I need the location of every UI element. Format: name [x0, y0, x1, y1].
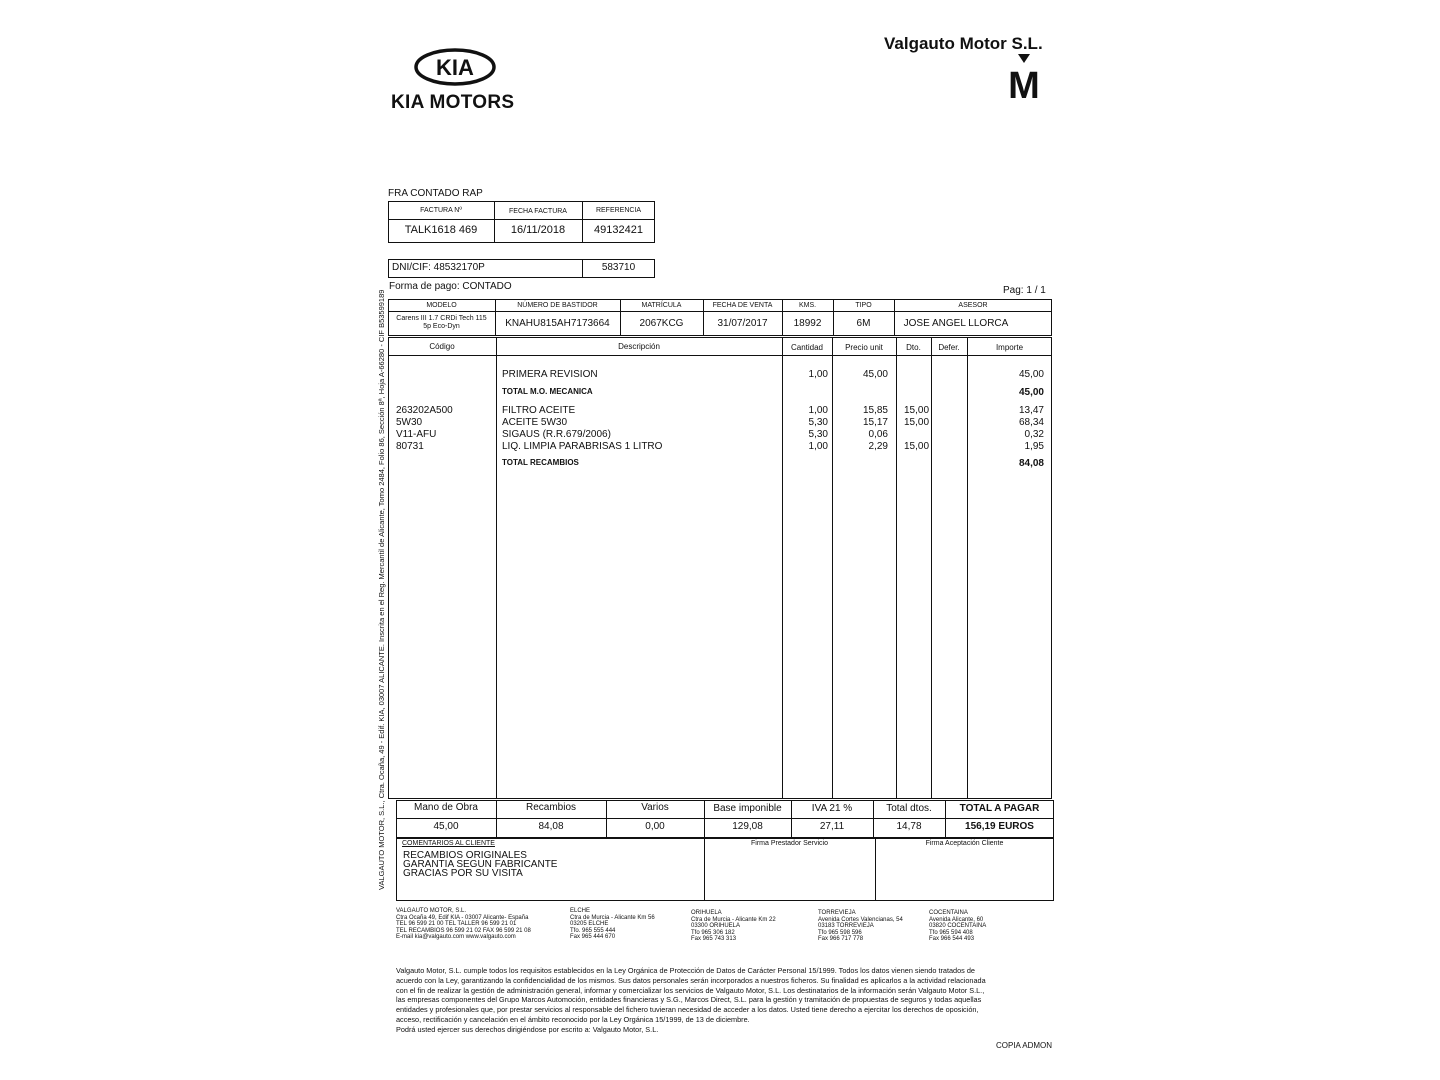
address-orihuela [691, 910, 776, 943]
legal-line: Podrá usted ejercer sus derechos dirigiéndose por escrito a: Valgauto Motor, S.L. [396, 1024, 659, 1034]
address-line: Tfo 965 306 182 [691, 929, 735, 936]
line-cantidad: 1,00 [808, 441, 828, 452]
address-line: 03183 TORREVIEJA [818, 923, 874, 930]
address-line: Ctra Ocaña 49, Edif KIA - 03007 Alicante- España [396, 914, 529, 921]
kia-logo [414, 47, 496, 87]
address-cocentaina [929, 910, 986, 943]
line-dto: 15,00 [904, 405, 930, 416]
line-importe: 84,08 [1018, 458, 1044, 469]
matricula-value: 2067KCG [639, 318, 684, 329]
defer-header: Defer. [938, 343, 960, 352]
line-codigo: 5W30 [396, 417, 423, 428]
address-line: Fax 966 544 493 [929, 936, 975, 943]
dto-header: Dto. [906, 343, 921, 352]
page-number: Pag: 1 / 1 [1003, 285, 1046, 296]
line-codigo: 263202A500 [396, 405, 453, 416]
total-dtos-label: Total dtos. [886, 803, 932, 814]
iva-label: IVA 21 % [811, 803, 853, 814]
legal-line: Valgauto Motor, S.L. cumple todos los requisitos establecidos en la Ley Orgánica de Protección de Datos de Carácter Personal 15/1999. Todos los datos vienen siendo tratados de [396, 966, 975, 975]
address-line: Ctra de Murcia - Alicante Km 22 [691, 916, 776, 923]
base-imponible-value: 129,08 [732, 821, 763, 832]
address-line: TEL 96 599 21 00 TEL TALLER 96 599 21 01 [396, 921, 517, 928]
factura-number: TALK1618 469 [404, 224, 478, 236]
line-precio: 45,00 [862, 369, 888, 380]
company-name: Valgauto Motor S.L. [884, 34, 1043, 53]
line-precio: 0,06 [868, 429, 888, 440]
line-descripcion: FILTRO ACEITE [502, 405, 576, 416]
legal-notice [396, 966, 1058, 1035]
address-line: COCENTAINA [929, 910, 968, 916]
varios-label: Varios [641, 802, 669, 813]
address-line: 03205 ELCHE [570, 921, 609, 928]
comment-line: RECAMBIOS ORIGINALES [403, 850, 527, 861]
modelo-value-line1: Carens III 1.7 CRDi Tech 115 [396, 315, 487, 322]
line-importe: 13,47 [1018, 405, 1044, 416]
line-cantidad: 5,30 [808, 429, 828, 440]
fecha-venta-value: 31/07/2017 [717, 318, 768, 329]
payment-method: Forma de pago: CONTADO [389, 281, 512, 292]
total-pagar-label: TOTAL A PAGAR [959, 803, 1040, 814]
line-cantidad: 5,30 [808, 417, 828, 428]
line-importe: 68,34 [1018, 417, 1044, 428]
firma-prestador-label: Firma Prestador Servicio [750, 840, 829, 847]
address-line: 03300 ORIHUELA [691, 923, 741, 930]
factura-label: FACTURA Nº [420, 207, 462, 214]
company-registry-side-text: VALGAUTO MOTOR, S.L., Ctra. Ocaña, 49 - Edif. KIA, 03007 ALICANTE. Inscrita en el Reg. Mercantil de Alicante, Tomo 2484, Folio 86, Sección 8ª, Hoja A-66280 - CIF B53599189 [377, 289, 386, 890]
line-precio: 15,85 [862, 405, 888, 416]
precio-header: Precio unit [845, 343, 883, 352]
referencia-number: 49132421 [594, 224, 643, 236]
recambios-label: Recambios [525, 802, 577, 813]
comment-line: GRACIAS POR SU VISITA [403, 868, 523, 879]
invoice-type: FRA CONTADO RAP [388, 188, 483, 199]
line-codigo: V11-AFU [396, 429, 437, 440]
recambios-value: 84,08 [538, 821, 564, 832]
total-pagar-value: 156,19 EUROS [965, 821, 1034, 832]
line-precio: 2,29 [868, 441, 888, 452]
asesor-label: ASESOR [958, 302, 988, 309]
tipo-label: TIPO [855, 302, 872, 309]
fecha-factura-label: FECHA FACTURA [509, 208, 567, 215]
address-line: TORREVIEJA [818, 910, 856, 916]
line-importe: 0,32 [1024, 429, 1044, 440]
legal-line: con el fin de realizar la gestión de administración general, informar y comercializar los servicios de Valgauto Motor, S.L. Los destinatarios de la información serán Valgauto Motor S.L., [396, 985, 985, 995]
mano-obra-value: 45,00 [433, 821, 459, 832]
address-line: E-mail kia@valgauto.com www.valgauto.com [396, 934, 516, 941]
line-cantidad: 1,00 [808, 405, 828, 416]
line-descripcion: ACEITE 5W30 [502, 417, 568, 428]
address-line: Fax 965 743 313 [691, 936, 737, 943]
line-descripcion: LIQ. LIMPIA PARABRISAS 1 LITRO [502, 441, 663, 452]
codigo-header: Código [429, 342, 455, 351]
descripcion-header: Descripción [618, 342, 660, 351]
fecha-factura: 16/11/2018 [510, 224, 566, 236]
line-precio: 15,17 [862, 417, 888, 428]
fecha-venta-label: FECHA DE VENTA [712, 302, 773, 309]
copy-label: COPIA ADMON [996, 1041, 1053, 1050]
comments-label: COMENTARIOS AL CLIENTE [402, 840, 495, 847]
client-code: 583710 [601, 262, 636, 273]
kms-value: 18992 [793, 318, 822, 329]
line-cantidad: 1,00 [808, 369, 828, 380]
referencia-label: REFERENCIA [595, 207, 642, 214]
cantidad-header: Cantidad [790, 343, 824, 352]
legal-line: acceso, rectificación y cancelación en el ámbito reconocido por la Ley Orgánica 15/1999, de 13 de diciembre. [396, 1014, 750, 1024]
base-imponible-label: Base imponible [713, 803, 782, 814]
kia-motors-wordmark: KIA MOTORS [391, 92, 515, 113]
address-line: Tfo 965 594 408 [929, 929, 973, 936]
line-importe: 45,00 [1018, 369, 1044, 380]
tipo-value: 6M [856, 318, 871, 329]
address-line: Fax 966 717 778 [818, 936, 864, 943]
address-line: ORIHUELA [691, 910, 722, 916]
svg-text:M: M [1008, 65, 1040, 100]
kms-label: KMS. [798, 302, 817, 309]
iva-value: 27,11 [819, 821, 845, 832]
svg-text:KIA: KIA [436, 55, 474, 80]
address-torrevieja [818, 910, 903, 943]
line-codigo: 80731 [396, 441, 424, 452]
address-line: Avenida Alicante, 60 [929, 916, 984, 923]
line-importe: 1,95 [1024, 441, 1044, 452]
bastidor-label: NÚMERO DE BASTIDOR [517, 302, 598, 309]
address-line: Ctra de Murcia - Alicante Km 56 [570, 914, 655, 921]
comment-line: GARANTIA SEGUN FABRICANTE [403, 859, 558, 870]
line-importe: 45,00 [1018, 387, 1044, 398]
modelo-value-line2: 5p Eco-Dyn [423, 323, 460, 330]
line-descripcion: TOTAL RECAMBIOS [502, 458, 579, 467]
address-alicante [396, 908, 531, 941]
line-descripcion: TOTAL M.O. MECANICA [502, 387, 593, 396]
importe-header: Importe [995, 343, 1024, 352]
legal-line: entidades y profesionales que, por prestar servicios al responsable del fichero tuvieran necesidad de acceder a los datos. Usted tiene derecho a ejercitar los derechos de oposición, [396, 1005, 979, 1015]
mano-obra-label: Mano de Obra [414, 802, 478, 813]
dealer-m-logo [1006, 54, 1042, 100]
modelo-label: MODELO [426, 302, 457, 309]
address-line: 03820 COCENTAINA [929, 923, 987, 930]
address-line: Avenida Cortes Valencianas, 54 [818, 916, 903, 923]
line-dto: 15,00 [904, 417, 930, 428]
line-dto: 15,00 [904, 441, 930, 452]
line-descripcion: SIGAUS (R.R.679/2006) [502, 429, 611, 440]
bastidor-value: KNAHU815AH7173664 [505, 318, 610, 329]
firma-cliente-label: Firma Aceptación Cliente [925, 840, 1004, 847]
address-line: TEL RECAMBIOS 96 599 21 02 FAX 96 599 21 08 [396, 927, 531, 934]
address-line: ELCHE [570, 908, 591, 914]
varios-value: 0,00 [645, 821, 665, 832]
line-descripcion: PRIMERA REVISION [502, 369, 598, 380]
address-elche [570, 908, 655, 941]
address-line: Tfo 965 598 596 [818, 929, 862, 936]
matricula-label: MATRÍCULA [641, 302, 682, 309]
address-line: Tfo. 965 555 444 [570, 927, 616, 934]
invoice-lines-table [388, 337, 1052, 799]
asesor-value: JOSE ANGEL LLORCA [903, 318, 1009, 329]
dni-cif: DNI/CIF: 48532170P [392, 262, 485, 273]
address-line: Fax 965 444 670 [570, 934, 616, 941]
comments-text [403, 851, 557, 878]
total-dtos-value: 14,78 [896, 821, 922, 832]
address-line: VALGAUTO MOTOR, S.L. [396, 908, 467, 914]
legal-line: acuerdo con la Ley, garantizando la confidencialidad de los mismos. Sus datos personales serán incorporados a nuestros ficheros. Su finalidad es aplicarlos a la actividad relacionada [396, 975, 986, 985]
legal-line: las empresas componentes del Grupo Marcos Automoción, entidades financieras y S.G., Marcos Direct, S.L. para la gestión y tramitación de propuestas de seguros y todas aquellas [396, 995, 982, 1005]
